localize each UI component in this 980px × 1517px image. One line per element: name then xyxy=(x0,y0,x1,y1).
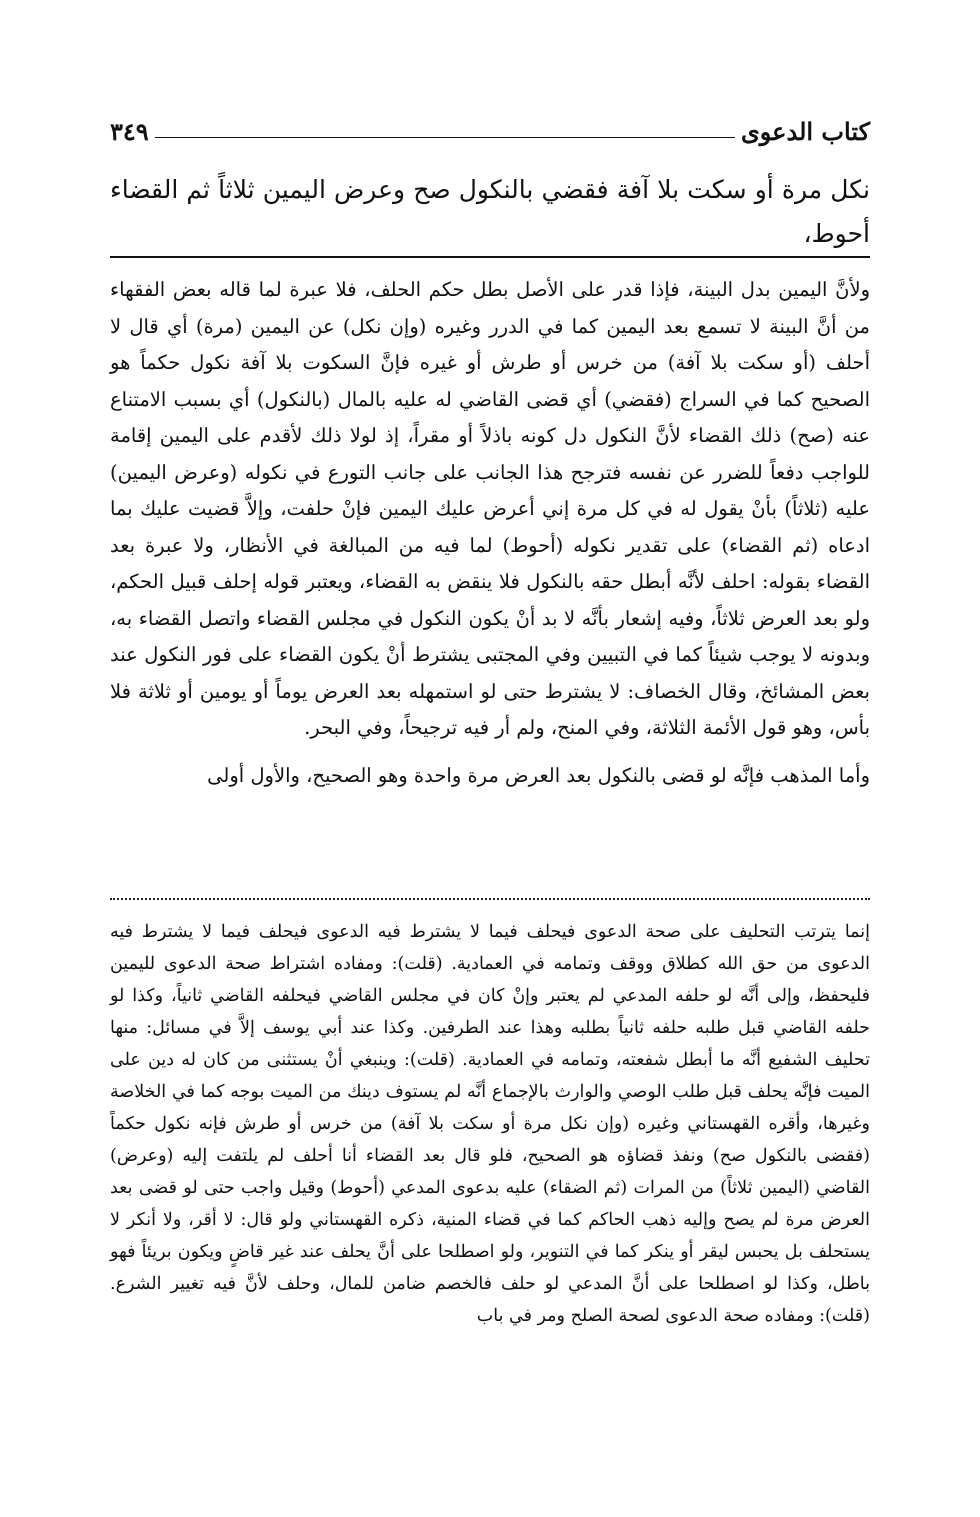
commentary-paragraph-1: ولأنَّ اليمين بدل البينة، فإذا قدر على الأصل بطل حكم الحلف، فلا عبرة لما قاله بعض الفقهاء من أنَّ البينة لا تسمع بعد اليمين كما في الدرر وغيره (وإن نكل) عن اليمين (مرة) أي قال لا أحلف (أو سكت بلا آفة) من خرس أو طرش أو غيره فإنَّ السكوت بلا آفة نكول حكماً هو الصحيح كما في السراج (فقضي) أي قضى القاضي له عليه بالمال (بالنكول) أي بسبب الامتناع عنه (صح) ذلك القضاء لأنَّ النكول دل كونه باذلاً أو مقراً، إذ لولا ذلك لأقدم على اليمين إقامة للواجب دفعاً للضرر عن نفسه فترجح هذا الجانب على جانب التورع في نكوله (وعرض اليمين) عليه (ثلاثاً) بأنْ يقول له في كل مرة إني أعرض عليك اليمين فإنْ حلفت، وإلاَّ قضيت عليك بما ادعاه (ثم القضاء) على تقدير نكوله (أحوط) لما فيه من المبالغة في الأنظار، ولا عبرة بعد القضاء بقوله: احلف لأنَّه أبطل حقه بالنكول فلا ينقض به القضاء، ويعتبر قوله إحلف قبيل الحكم، ولو بعد العرض ثلاثاً، وفيه إشعار بأنَّه لا بد أنْ يكون النكول في مجلس القضاء واتصل القضاء به، وبدونه لا يوجب شيئاً كما في التبيين وفي المجتبى يشترط أنْ يكون القضاء على فور النكول عند بعض المشائخ، وقال الخصاف: لا يشترط حتى لو استمهله بعد العرض يوماً أو يومين أو ثلاثة فلا بأس، وهو قول الأئمة الثلاثة، وفي المنح، ولم أر فيه ترجيحاً، وفي البحر. xyxy=(110,278,870,739)
running-title: كتاب الدعوى xyxy=(740,117,870,146)
footnote-paragraph: إنما يترتب التحليف على صحة الدعوى فيحلف فيما لا يشترط فيه الدعوى فيحلف فيما لا يشترط فيه الدعوى من حق الله كطلاق ووقف وتمامه في العمادية. (قلت): ومفاده اشتراط صحة الدعوى لليمين فليحفظ، وإلى أنَّه لو حلفه المدعي لم يعتبر وإنْ كان في مجلس القاضي فيحلفه القاضي ثانياً، وكذا لو حلفه القاضي قبل طلبه حلفه ثانياً بطلبه وهذا عند الطرفين. وكذا عند أبي يوسف إلاَّ في مسائل: منها تحليف الشفيع أنَّه ما أبطل شفعته، وتمامه في العمادية. (قلت): وينبغي أنْ يستثنى من كان له دين على الميت فإنَّه يحلف قبل طلب الوصي والوارث بالإجماع أنَّه لم يستوف دينك من الميت بوجه كما في الخلاصة وغيرها، وأقره القهستاني وغيره (وإن نكل مرة أو سكت بلا آفة) من خرس أو طرش فإنه نكول حكماً (فقضى بالنكول صح) ونفذ قضاؤه هو الصحيح، فلو قال بعد القضاء أنا أحلف لم يلتفت إليه (وعرض) القاضي (اليمين ثلاثاً) من المرات (ثم الضقاء) عليه بدعوى المدعي (أحوط) وقيل واجب حتى لو قضى بعد العرض مرة لم يصح وإليه ذهب الحاكم كما في قضاء المنية، ذكره القهستاني ولو قال: لا أقر، ولا أنكر لا يستحلف بل يحبس ليقر أو ينكر كما في التنوير، ولو اصطلحا على أنَّ يحلف عند غير قاضٍ ويكون بريئاً فهو باطل، وكذا لو اصطلحا على أنَّ المدعي لو حلف فالخصم ضامن للمال، وحلف لأنَّ فيه تغيير الشرع. (قلت): ومفاده صحة الدعوى لصحة الصلح ومر في باب xyxy=(110,922,870,1326)
commentary-block xyxy=(110,272,870,794)
header-rule xyxy=(155,137,735,138)
main-text-divider xyxy=(110,256,870,258)
footnote-divider xyxy=(110,898,870,900)
page-number: ٣٤٩ xyxy=(110,117,149,146)
commentary-paragraph-2: وأما المذهب فإنَّه لو قضى بالنكول بعد العرض مرة واحدة وهو الصحيح، والأول أولى xyxy=(207,763,870,787)
page-header xyxy=(110,104,870,144)
footnote-block xyxy=(110,916,870,1332)
main-text: نكل مرة أو سكت بلا آفة فقضي بالنكول صح وعرض اليمين ثلاثاً ثم القضاء أحوط، xyxy=(110,175,870,248)
